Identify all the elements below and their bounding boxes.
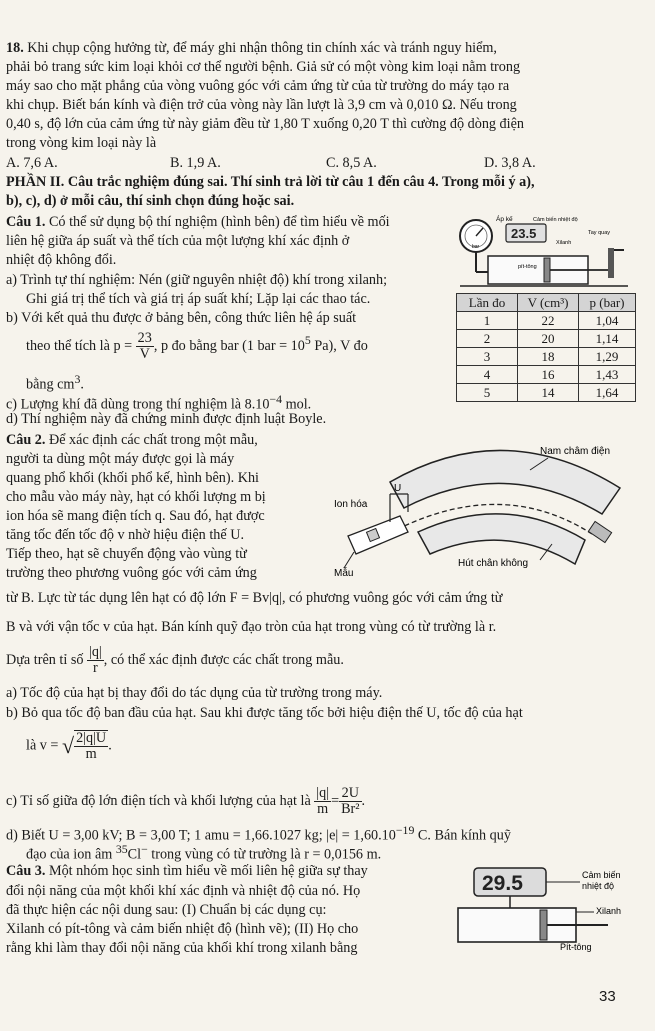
measurement-table (456, 293, 636, 402)
c2-ratio-lead: Dựa trên tỉ số (6, 651, 84, 668)
q18-option-a: A. 7,6 A. (6, 155, 58, 171)
c2-line-5: ion hóa sẽ mang điện tích q. Sau đó, hạt được (6, 508, 265, 524)
table-cell: 4 (457, 366, 518, 384)
c2-line-1 (6, 431, 258, 449)
c2-line-6: tăng tốc đến tốc độ v nhờ hiệu điện thế U. (6, 527, 244, 543)
c2-c-lead: c) Tỉ số giữa độ lớn điện tích và khối lượng của hạt là (6, 792, 311, 809)
c3-label: Câu 3. (6, 863, 46, 879)
sensor-label: Cảm biến nhiệt độ (533, 217, 578, 223)
table-cell: 3 (457, 348, 518, 366)
cylinder-label: Xilanh (556, 240, 572, 246)
c3-line-1 (6, 862, 368, 880)
c1-fraction (136, 331, 154, 362)
c2-statement-b: b) Bỏ qua tốc độ ban đầu của hạt. Sau khi được tăng tốc bởi hiệu điện thế U, tốc độ của hạt (6, 705, 523, 721)
q18-line-6: trong vòng kim loại này là (6, 135, 157, 151)
c2-line-11 (6, 645, 344, 676)
piston-label: pít-tông (518, 264, 537, 270)
c2-c-end: . (361, 792, 366, 809)
c1-line-1 (6, 213, 390, 231)
table-cell: 1,43 (579, 366, 636, 384)
c2-ratio-fraction (87, 645, 104, 676)
c2-element: Cl (127, 846, 142, 863)
table-cell: 5 (457, 384, 518, 402)
table-cell: 1,04 (579, 312, 636, 330)
c2-statement-c (6, 786, 365, 817)
c2-statement-a: a) Tốc độ của hạt bị thay đổi do tác dụng của từ trường trong máy. (6, 685, 383, 701)
table-cell: 14 (518, 384, 579, 402)
c2-statement-b-formula (26, 730, 112, 762)
crank-label: Tay quay (588, 230, 611, 236)
c1-statement-b-formula (26, 331, 368, 362)
c2-d-exp: −19 (395, 823, 415, 837)
table-row (457, 366, 636, 384)
table-row (457, 348, 636, 366)
c2-c-num1: |q| (316, 785, 330, 801)
q18-line-4: khi chụp. Biết bán kính và điện trở của vòng này lần lượt là 3,9 cm và 0,010 Ω. Nếu trong (6, 97, 517, 113)
c2-d-tail: C. Bán kính quỹ (414, 827, 511, 844)
q18-option-d: D. 3,8 A. (484, 155, 536, 171)
c1-unit: bằng cm (26, 376, 75, 393)
c2-speed-fraction (74, 730, 108, 762)
c3-line-4: Xilanh có pít-tông và cảm biến nhiệt độ (hình vẽ); (II) Họ cho (6, 921, 359, 937)
c2-charge: − (141, 842, 148, 856)
c2-ratio-num: |q| (88, 644, 102, 660)
q18-label: 18. (6, 40, 24, 56)
voltage-label: U (394, 483, 402, 494)
c1-statement-d: d) Thí nghiệm này đã chứng minh được định luật Boyle. (6, 411, 327, 427)
c2-ratio-den: r (93, 660, 98, 676)
c2-d-text: d) Biết U = 3,00 kV; B = 3,00 T; 1 amu = 1,66.1027 kg; |e| = 1,60.10 (6, 827, 396, 844)
piston-label: Pít-tông (560, 942, 592, 952)
sample-label: Mẫu (334, 568, 354, 579)
c2-speed-end: . (108, 737, 112, 754)
magnet-lower (418, 514, 585, 564)
table-cell: 1 (457, 312, 518, 330)
piston (540, 910, 547, 940)
c1-c-exp: −4 (269, 392, 283, 406)
part2-title: PHẦN II. Câu trắc nghiệm đúng sai. Thí sinh trả lời từ câu 1 đến câu 4. Trong mỗi ý a), (6, 174, 535, 190)
c1-formula-unit: , p đo bằng bar (1 bar = 10 (153, 337, 305, 354)
c1-text-1: Có thể sử dụng bộ thí nghiệm (hình bên) để tìm hiểu về mối (48, 214, 390, 230)
c1-c-end: mol. (282, 396, 312, 413)
table-header: V (cm³) (518, 294, 579, 312)
ionization-label: Ion hóa (334, 499, 368, 510)
c1-label: Câu 1. (6, 214, 46, 230)
c2-line-2: người ta dùng một máy được gọi là máy (6, 451, 235, 467)
q18-option-b: B. 1,9 A. (170, 155, 221, 171)
c1-formula-exp: 5 (304, 333, 311, 348)
q18-text-1: Khi chụp cộng hưởng từ, để máy ghi nhận thông tin chính xác và tránh nguy hiểm, (27, 40, 497, 56)
table-cell: 18 (518, 348, 579, 366)
table-cell: 16 (518, 366, 579, 384)
c1-line-3: nhiệt độ không đổi. (6, 252, 117, 268)
c2-c-den2: Br² (341, 801, 360, 817)
table-header-row (457, 294, 636, 312)
c2-d2-tail: trong vùng có từ trường là r = 0,0156 m. (147, 846, 382, 863)
table-row (457, 312, 636, 330)
c3-text-1: Một nhóm học sinh tìm hiểu về mối liên hệ giữa sự thay (48, 863, 368, 879)
q18-line-2: phải bỏ trang sức kim loại khỏi cơ thể người bệnh. Giả sử có một vòng kim loại nằm trong (6, 59, 521, 75)
table-header: Lần đo (457, 294, 518, 312)
mass-spectrometer-figure (330, 436, 650, 586)
c2-label: Câu 2. (6, 432, 46, 448)
c3-line-2: đổi nội năng của một khối khí xác định và nhiệt độ của nó. Họ (6, 883, 361, 899)
c2-line-4: cho mẫu vào máy này, hạt có khối lượng m bị (6, 489, 266, 505)
q18-line-1 (6, 39, 497, 57)
c3-line-3: đã thực hiện các nội dung sau: (I) Chuẩn bị các dụng cụ: (6, 902, 327, 918)
sensor-label-2: nhiệt độ (582, 881, 615, 891)
c2-isotope: 35 (115, 842, 128, 856)
c2-line-9: từ B. Lực từ tác dụng lên hạt có độ lớn F = Bv|q|, có phương vuông góc với cảm ứng từ (6, 590, 503, 606)
c1-statement-b: b) Với kết quả thu được ở bảng bên, công thức liên hệ áp suất (6, 310, 357, 326)
c2-c-den1: m (317, 801, 329, 817)
table-cell: 2 (457, 330, 518, 348)
pressure-experiment-figure (458, 208, 630, 290)
table-cell: 1,14 (579, 330, 636, 348)
c1-c-text: c) Lượng khí đã dùng trong thí nghiệm là 8.10 (6, 396, 270, 413)
sqrt-sign: √ (61, 733, 75, 758)
c1-formula-tail: Pa), V đo (310, 337, 368, 354)
c1-unit-exp: 3 (74, 372, 81, 386)
piston-sensor-figure (448, 862, 648, 962)
q18-option-c: C. 8,5 A. (326, 155, 377, 171)
c2-c-equals: = (331, 792, 340, 809)
table-cell: 1,64 (579, 384, 636, 402)
table-cell: 22 (518, 312, 579, 330)
c1-unit-end: . (80, 376, 84, 393)
c1-statement-a: a) Trình tự thí nghiệm: Nén (giữ nguyên nhiệt độ) khí trong xilanh; (6, 272, 388, 288)
table-header: p (bar) (579, 294, 636, 312)
c2-c-fraction-2 (339, 786, 361, 817)
gauge-unit-label: bar (472, 244, 480, 250)
c1-statement-a-cont: Ghi giá trị thể tích và giá trị áp suất khí; Lặp lại các thao tác. (26, 291, 371, 307)
c2-speed-den: m (85, 746, 97, 762)
q18-line-3: máy sao cho mặt phẳng của vòng vuông góc với cảm ứng từ của từ trường do máy tạo ra (6, 78, 510, 94)
vacuum-label: Hút chân không (458, 558, 529, 569)
detector (588, 521, 611, 542)
table-row (457, 330, 636, 348)
q18-line-5: 0,40 s, độ lớn của cảm ứng từ này giảm đều từ 1,80 T xuống 0,20 T thì cường độ dòng điện (6, 116, 524, 132)
c2-ratio-tail: , có thể xác định được các chất trong mẫu. (103, 651, 344, 668)
c1-frac-num: 23 (137, 330, 152, 346)
c2-d2-lead: đạo của ion âm (26, 846, 116, 863)
c1-line-2: liên hệ giữa áp suất và thể tích của một lượng khí xác định ở (6, 233, 350, 249)
c2-c-fraction-1 (314, 786, 331, 817)
temperature-readout: 23.5 (511, 226, 537, 241)
table-row (457, 384, 636, 402)
page-number: 33 (599, 988, 616, 1005)
table-cell: 1,29 (579, 348, 636, 366)
electromagnet-label: Nam châm điện (540, 446, 611, 457)
part2-title-2: b), c), d) ở mỗi câu, thí sinh chọn đúng hoặc sai. (6, 193, 295, 209)
cylinder-label: Xilanh (596, 906, 622, 916)
c3-line-5: rằng khi làm thay đổi nội năng của khối khí trong xilanh bằng (6, 940, 358, 956)
table-cell: 20 (518, 330, 579, 348)
c2-line-7: Tiếp theo, hạt sẽ chuyển động vào vùng từ (6, 546, 247, 562)
c2-line-10: B và với vận tốc v của hạt. Bán kính quỹ đạo tròn của hạt trong vùng có từ trường là r. (6, 619, 497, 635)
c2-c-num2: 2U (339, 786, 361, 802)
c2-text-1: Để xác định các chất trong một mẫu, (48, 432, 258, 448)
c2-line-8: trường theo phương vuông góc với cảm ứng (6, 565, 257, 581)
temperature-readout: 29.5 (482, 872, 523, 895)
crank-handle (608, 248, 614, 278)
c2-line-3: quang phổ khối (khối phổ kế, hình bên). Khi (6, 470, 259, 486)
c2-speed-num: 2|q|U (76, 730, 107, 746)
c2-statement-d-cont (26, 840, 381, 864)
magnet-upper (390, 450, 620, 514)
c2-speed-lead: là v = (26, 737, 59, 754)
sensor-label-1: Cảm biến (582, 870, 621, 880)
c1-formula-lead: theo thể tích là p = (26, 337, 133, 354)
piston (544, 258, 550, 282)
gauge-label: Áp kế (496, 216, 513, 223)
c1-frac-den: V (139, 346, 150, 362)
